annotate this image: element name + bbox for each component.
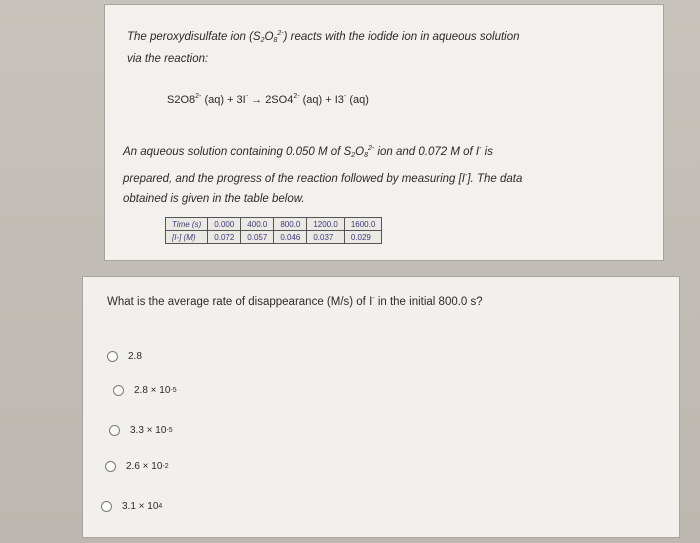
answer-option-2[interactable] [113,385,177,396]
setup-sub: 2 [351,152,356,159]
charge: - [343,93,347,100]
table-cell: 800.0 [274,218,307,231]
table-cell: 1200.0 [307,218,344,231]
intro-text: O [264,31,274,43]
table-cell: 0.037 [307,231,344,244]
radio-button-icon[interactable] [105,461,116,472]
product-triiodide: + I3 [325,94,344,106]
table-row [166,218,382,231]
setup-text: ion and 0.072 M of I [374,146,480,158]
setup-sup: - [479,145,482,152]
table-cell: 0.046 [274,231,307,244]
answer-option-3[interactable] [109,425,173,436]
radio-button-icon[interactable] [109,425,120,436]
phase: (aq) [349,94,369,106]
radio-button-icon[interactable] [101,501,112,512]
radio-button-icon[interactable] [107,351,118,362]
charge: - [245,93,249,100]
setup-sub: 8 [364,152,369,159]
charge: 2- [195,93,202,100]
question-text [107,295,483,308]
question-part: in the initial 800.0 s? [374,296,483,308]
reaction-equation [167,93,369,106]
option-label: 3.1 × 10 [122,501,159,512]
intro-sub: 2 [260,37,265,44]
intro-text: ) reacts with the iodide ion in aqueous solution [283,31,520,43]
phase: (aq) [204,94,224,106]
table-row [166,231,382,244]
table-cell: 1600.0 [344,218,381,231]
intro-text: The peroxydisulfate ion (S [127,31,261,43]
table-header-time: Time (s) [166,218,208,231]
table-cell: 400.0 [241,218,274,231]
table-cell: 0.000 [208,218,241,231]
intro-sub: 8 [273,37,278,44]
problem-setup [123,139,647,209]
problem-card [104,4,664,261]
intro-sup: 2- [277,30,284,37]
option-label: 3.3 × 10 [130,425,167,436]
option-exponent: 4 [158,503,163,510]
option-label: 2.8 × 10 [134,385,171,396]
charge: 2- [293,93,300,100]
option-exponent: -5 [166,427,173,434]
setup-text: An aqueous solution containing 0.050 M of S [123,146,352,158]
intro-line2: via the reaction: [127,53,209,65]
setup-text: is [481,146,493,158]
radio-button-icon[interactable] [113,385,124,396]
question-sup: - [372,295,375,302]
table-cell: 0.072 [208,231,241,244]
data-table [165,217,382,244]
answer-option-1[interactable] [107,351,142,362]
option-label: 2.8 [128,351,142,362]
table-cell: 0.057 [241,231,274,244]
question-card [82,276,680,538]
problem-intro [127,25,647,68]
setup-sup: - [465,172,468,179]
table-header-iodide: [I-] (M) [166,231,208,244]
option-label: 2.6 × 10 [126,461,163,472]
answer-option-4[interactable] [105,461,169,472]
reactant-s2o8: S2O8 [167,94,196,106]
reaction-arrow: → [251,94,263,106]
product-sulfate: 2SO4 [265,94,294,106]
setup-text: obtained is given in the table below. [123,193,305,205]
setup-text: prepared, and the progress of the reaction followed by measuring [I [123,173,466,185]
setup-sup: 2- [368,145,375,152]
option-exponent: -5 [170,387,177,394]
setup-text: O [355,146,365,158]
table-cell: 0.029 [344,231,381,244]
setup-text: ]. The data [467,173,523,185]
option-exponent: -2 [162,463,169,470]
reactant-iodide: + 3I [227,94,246,106]
phase: (aq) [302,94,323,106]
question-part: What is the average rate of disappearance (M/s) of I [107,296,373,308]
answer-option-5[interactable] [101,501,162,512]
